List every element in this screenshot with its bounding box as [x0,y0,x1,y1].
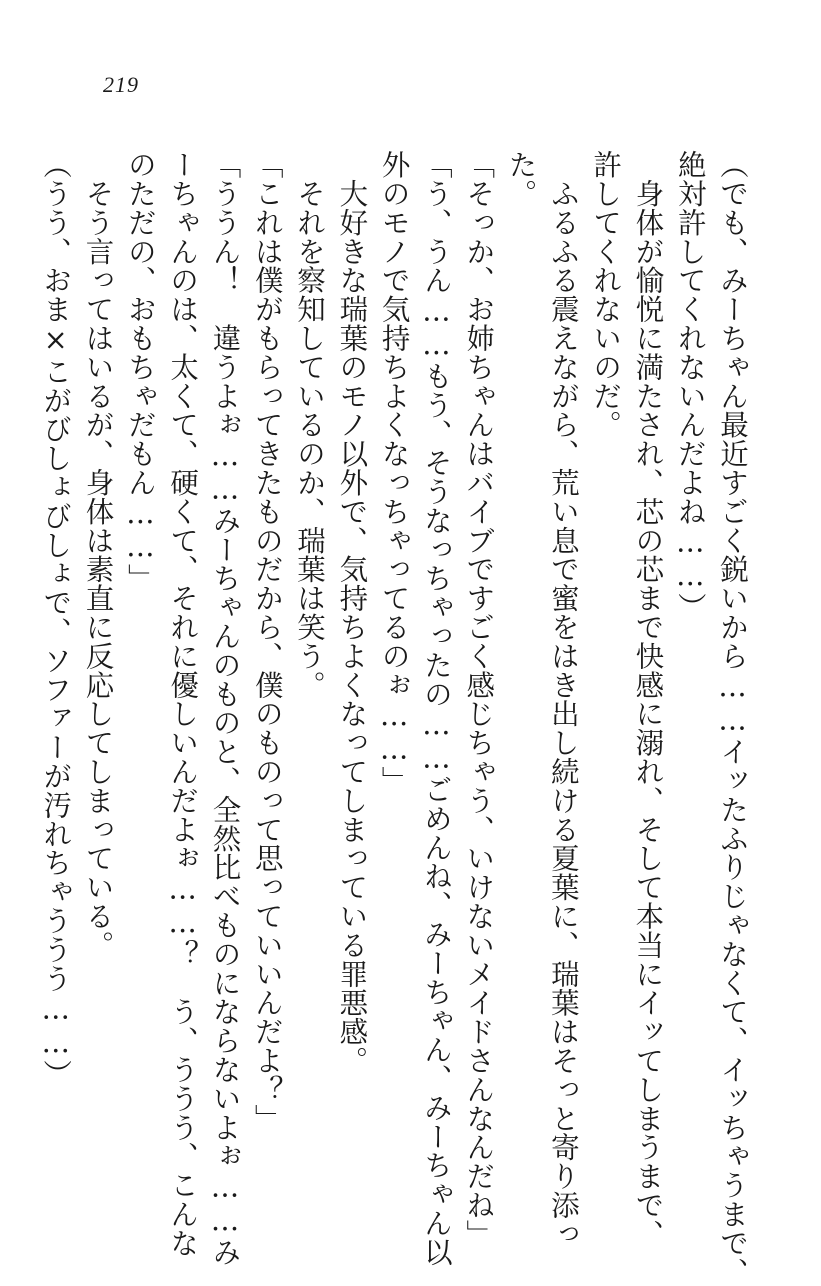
body-text [34,150,753,1286]
text-line: ーちゃんのは、太くて、硬くて、それに優しいんだよぉ……？ う、ううう、こんな [166,150,200,1258]
text-line: ふるふる震えながら、荒い息で蜜をはき出し続ける夏葉に、瑞葉はそっと寄り添っ [546,150,580,1249]
text-line: （うう、おま×こがびしょびしょで、ソファーが汚れちゃううう……） [39,150,73,1089]
text-line: それを察知しているのか、瑞葉は笑う。 [293,150,327,700]
text-line: （でも、みーちゃん最近すごく鋭いから……イッたふりじゃなくて、イッちゃうまで、 [716,150,749,1286]
text-line: 「これは僕がもらってきたものだから、僕のものって思っていいんだよ？」 [250,150,284,1133]
text-line: 絶対許してくれないんだよね……） [673,150,707,622]
text-line: そう言ってはいるが、身体は素直に反応してしまっている。 [81,150,115,960]
text-line: 許してくれないのだ。 [589,150,623,439]
text-line: 「う、うん……もう、そうなっちゃったの……ごめんね、みーちゃん、みーちゃん以 [419,150,453,1267]
text-line: 大好きな瑞葉のモノ以外で、気持ちよくなってしまっている罪悪感。 [335,150,369,1075]
text-line: 外のモノで気持ちよくなっちゃってるのぉ……」 [377,150,411,795]
page-number: 219 [103,72,139,97]
text-line: 「ううん！ 違うよぉ……みーちゃんのものと、全然比べものにならないよぉ……み [208,150,242,1267]
text-line: 「そっか、お姉ちゃんはバイブですごく感じちゃう、いけないメイドさんなんだね」 [462,150,496,1249]
text-line: のただの、おもちゃだもん……」 [123,150,157,593]
text-line: 身体が愉悦に満たされ、芯の芯まで快感に溺れ、そして本当にイッてしまうまで、 [631,150,665,1249]
text-line: た。 [504,150,538,208]
